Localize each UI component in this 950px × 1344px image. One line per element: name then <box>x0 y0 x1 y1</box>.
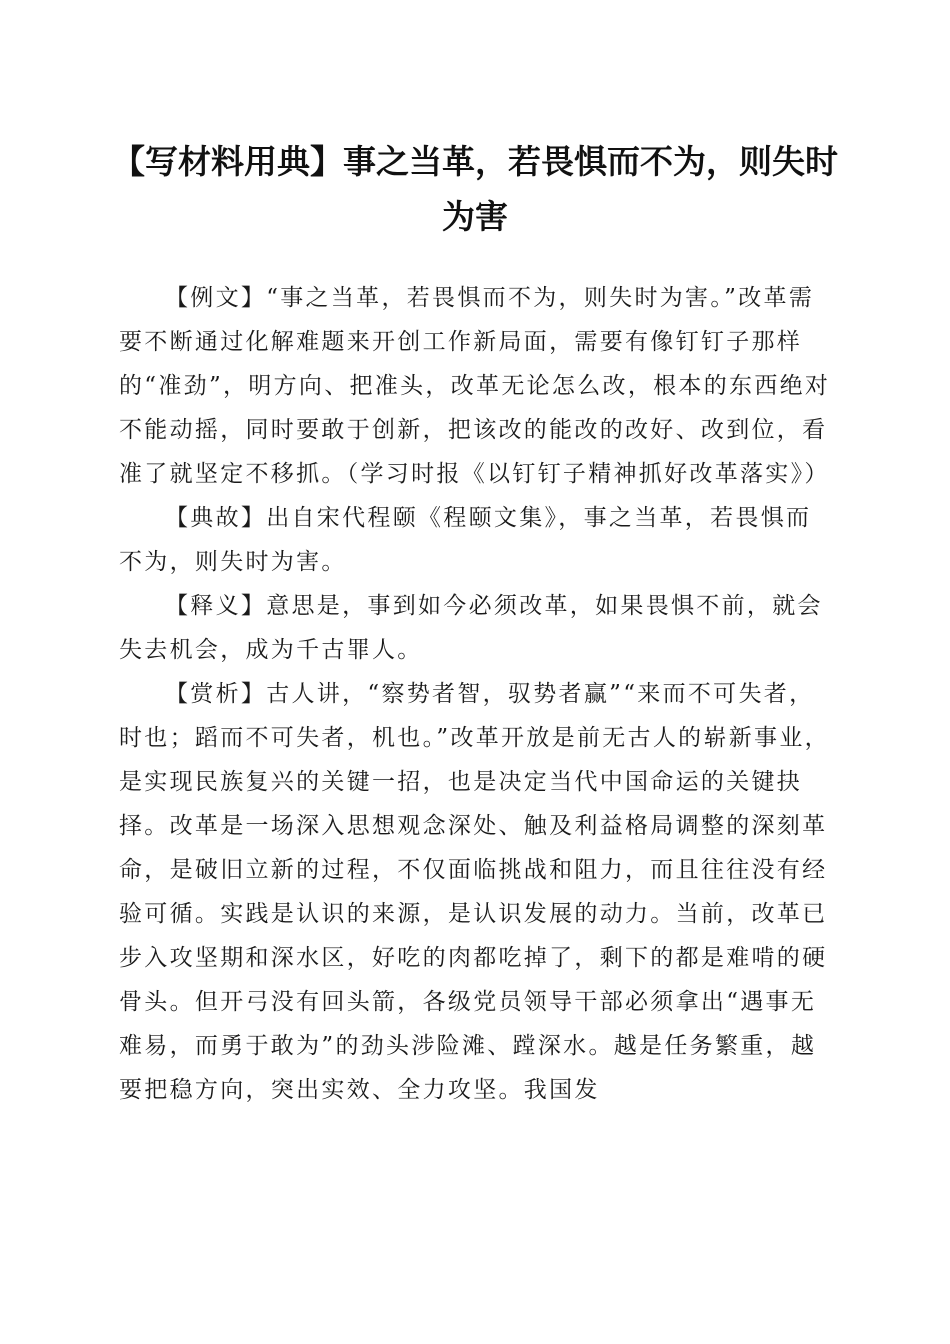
paragraph-example: 【例文】“事之当革，若畏惧而不为，则失时为害。”改革需要不断通过化解难题来开创工作新局面，需要有像钉钉子那样的“准劲”，明方向、把准头，改革无论怎么改，根本的东西绝对不能动摇，同时要敢于创新，把该改的能改的改好、改到位，看准了就坚定不移抓。（学习时报《以钉钉子精神抓好改革落实》） <box>119 285 831 487</box>
paragraph-source: 【典故】出自宋代程颐《程颐文集》，事之当革，若畏惧而不为，则失时为害。 <box>119 505 812 575</box>
document-title: 【写材料用典】事之当革，若畏惧而不为，则失时为害 <box>112 142 838 236</box>
paragraph-meaning: 【释义】意思是，事到如今必须改革，如果畏惧不前，就会失去机会，成为千古罪人。 <box>119 593 823 663</box>
paragraph-appreciation: 【赏析】古人讲，“察势者智，驭势者赢”“来而不可失者，时也；蹈而不可失者，机也。”改革开放是前无古人的崭新事业，是实现民族复兴的关键一招，也是决定当代中国命运的关键抉择。改革是一场深入思想观念深处、触及利益格局调整的深刻革命，是破旧立新的过程，不仅面临挑战和阻力，而且往往没有经验可循。实践是认识的来源，是认识发展的动力。当前，改革已步入攻坚期和深水区，好吃的肉都吃掉了，剩下的都是难啃的硬骨头。但开弓没有回头箭，各级党员领导干部必须拿出“遇事无难易，而勇于敢为”的劲头涉险滩、蹚深水。越是任务繁重，越要把稳方向，突出实效、全力攻坚。我国发 <box>119 681 830 1103</box>
document-body <box>119 276 831 1112</box>
